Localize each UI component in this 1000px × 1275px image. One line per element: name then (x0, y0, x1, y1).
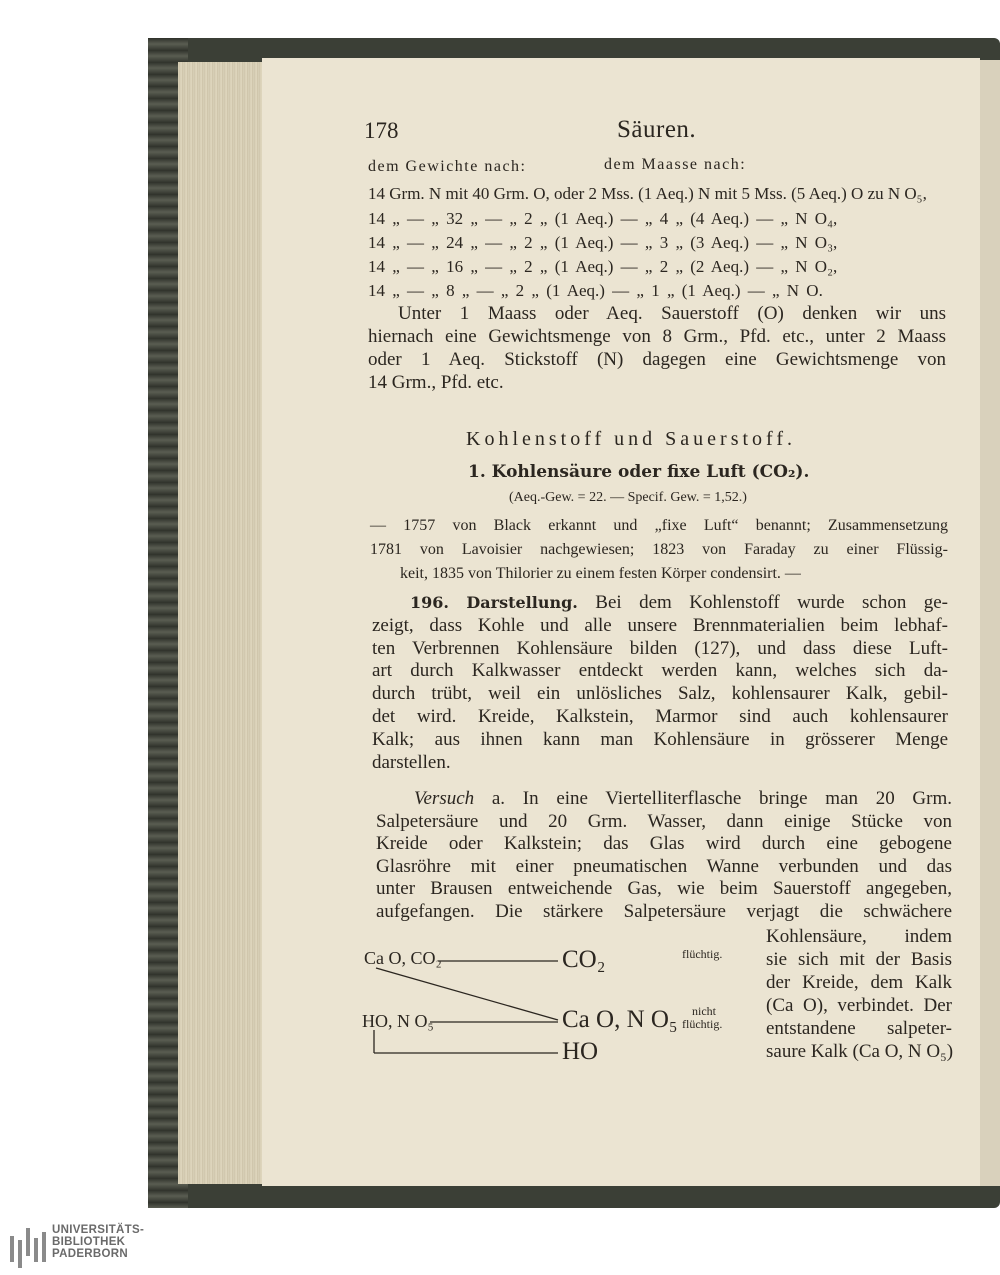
scheme-cao-co2: Ca O, CO₂ (364, 948, 442, 968)
versuch-paragraph (376, 788, 952, 923)
history-note (370, 514, 948, 586)
paragraph-title: Darstellung. (466, 593, 578, 612)
section-heading: Kohlenstoff und Sauerstoff. (466, 428, 797, 450)
scheme-note-not: nicht (692, 1004, 716, 1018)
scheme-ho-no5: HO, N O₅ (362, 1011, 434, 1031)
darstellung-paragraph (372, 592, 948, 774)
text-line: hiernach eine Gewichtsmenge von 8 Grm., Pfd. etc., unter 2 Maass (368, 326, 946, 347)
table-head-volume: dem Maasse nach: (604, 156, 747, 173)
logo-line: PADERBORN (52, 1248, 128, 1260)
library-logo-icon (10, 1228, 46, 1270)
text-line: ten Verbrennen Kohlensäure bilden (127), und dass diese Luft- (372, 637, 948, 659)
logo-line: UNIVERSITÄTS- (52, 1224, 145, 1236)
scheme-note-volatile-2: flüchtig. (682, 1017, 723, 1031)
subheading: 1. Kohlensäure oder fixe Luft (CO₂). (468, 462, 810, 482)
text-line: 1781 von Lavoisier nachgewiesen; 1823 von Faraday zu einer Flüssig- (370, 541, 948, 558)
versuch-label: Versuch (414, 788, 475, 809)
versuch-first-line: In eine Viertelliterflasche bringe man 20 Grm. (522, 788, 953, 809)
text-line: aufgefangen. Die stärkere Salpetersäure verjagt die schwächere (376, 900, 952, 922)
text-line: oder 1 Aeq. Stickstoff (N) dagegen eine Gewichtsmenge von (368, 349, 946, 370)
text-line (376, 788, 952, 811)
table-row: 14 „ — „ 32 „ — „ 2 „ (1 Aeq.) — „ 4 „ (4 Aeq.) — „ N O₄, (368, 209, 838, 228)
table-head-weight: dem Gewichte nach: (368, 158, 527, 175)
versuch-side-text (766, 925, 952, 1063)
versuch-letter: a. (491, 788, 506, 809)
text-line: (Ca O), verbindet. Der (766, 995, 952, 1016)
text-line: det wird. Kreide, Kalkstein, Marmor sind auch kohlensaurer (372, 705, 948, 727)
text-line: Glasröhre mit einer pneumatischen Wanne verbunden und das (376, 855, 952, 877)
logo-line: BIBLIOTHEK (52, 1236, 126, 1248)
table-row: 14 „ — „ 8 „ — „ 2 „ (1 Aeq.) — „ 1 „ (1 Aeq.) — „ N O. (368, 281, 823, 300)
scheme-co2: CO₂ (562, 946, 606, 973)
scheme-cao-no5: Ca O, N O₅ (562, 1006, 678, 1033)
scheme-note-volatile: flüchtig. (682, 947, 723, 961)
text-line: 14 Grm., Pfd. etc. (368, 372, 504, 393)
text-line: Kalk; aus ihnen kann man Kohlensäure in grösserer Menge (372, 728, 948, 750)
footer-strip (0, 1225, 1000, 1275)
text-line: entstandene salpeter- (766, 1018, 952, 1039)
text-line: der Kreide, dem Kalk (766, 972, 952, 993)
text-line: darstellen. (372, 751, 451, 773)
table-row: 14 Grm. N mit 40 Grm. O, oder 2 Mss. (1 Aeq.) N mit 5 Mss. (5 Aeq.) O zu N O₅, (368, 184, 927, 203)
text-line: durch trübt, weil ein unlösliches Salz, kohlensaurer Kalk, gebil- (372, 683, 948, 705)
text-line: keit, 1835 von Thilorier zu einem festen Körper condensirt. — (400, 565, 801, 582)
text-line: Salpetersäure und 20 Grm. Wasser, dann einige Stücke von (376, 810, 952, 832)
running-head: Säuren. (617, 116, 697, 143)
paragraph-first-line: Bei dem Kohlenstoff wurde schon ge- (595, 592, 949, 613)
page-edges (178, 62, 268, 1184)
table-row: 14 „ — „ 24 „ — „ 2 „ (1 Aeq.) — „ 3 „ (3 Aeq.) — „ N O₃, (368, 233, 838, 252)
text-line: Kreide oder Kalkstein; das Glas wird durch eine gebogene (376, 833, 952, 854)
intro-paragraph (368, 302, 946, 394)
text-line: Kohlensäure, indem (766, 926, 952, 947)
text-line: saure Kalk (Ca O, N O₅) (766, 1041, 954, 1062)
scheme-ho: HO (562, 1038, 599, 1065)
paragraph-number: 196. (410, 593, 449, 612)
table-row: 14 „ — „ 16 „ — „ 2 „ (1 Aeq.) — „ 2 „ (2 Aeq.) — „ N O₂, (368, 257, 838, 276)
text-line: unter Brausen entweichende Gas, wie beim Sauerstoff angegeben, (376, 878, 952, 899)
text-line: zeigt, dass Kohle und alle unsere Brennmaterialien beim lebhaf- (372, 614, 948, 636)
page-number: 178 (364, 118, 399, 143)
text-line: art durch Kalkwasser entdeckt werden kann, welches sich da- (372, 660, 948, 682)
reaction-scheme (360, 940, 760, 1070)
text-line (372, 592, 948, 615)
text-line: — 1757 von Black erkannt und „fixe Luft“ benannt; Zusammensetzung (370, 517, 948, 534)
text-line: sie sich mit der Basis (766, 949, 952, 970)
library-logo-text (52, 1224, 144, 1260)
text-line: Unter 1 Maass oder Aeq. Sauerstoff (O) denken wir uns (398, 303, 946, 324)
specific-weights: (Aeq.-Gew. = 22. — Specif. Gew. = 1,52.) (509, 490, 747, 505)
